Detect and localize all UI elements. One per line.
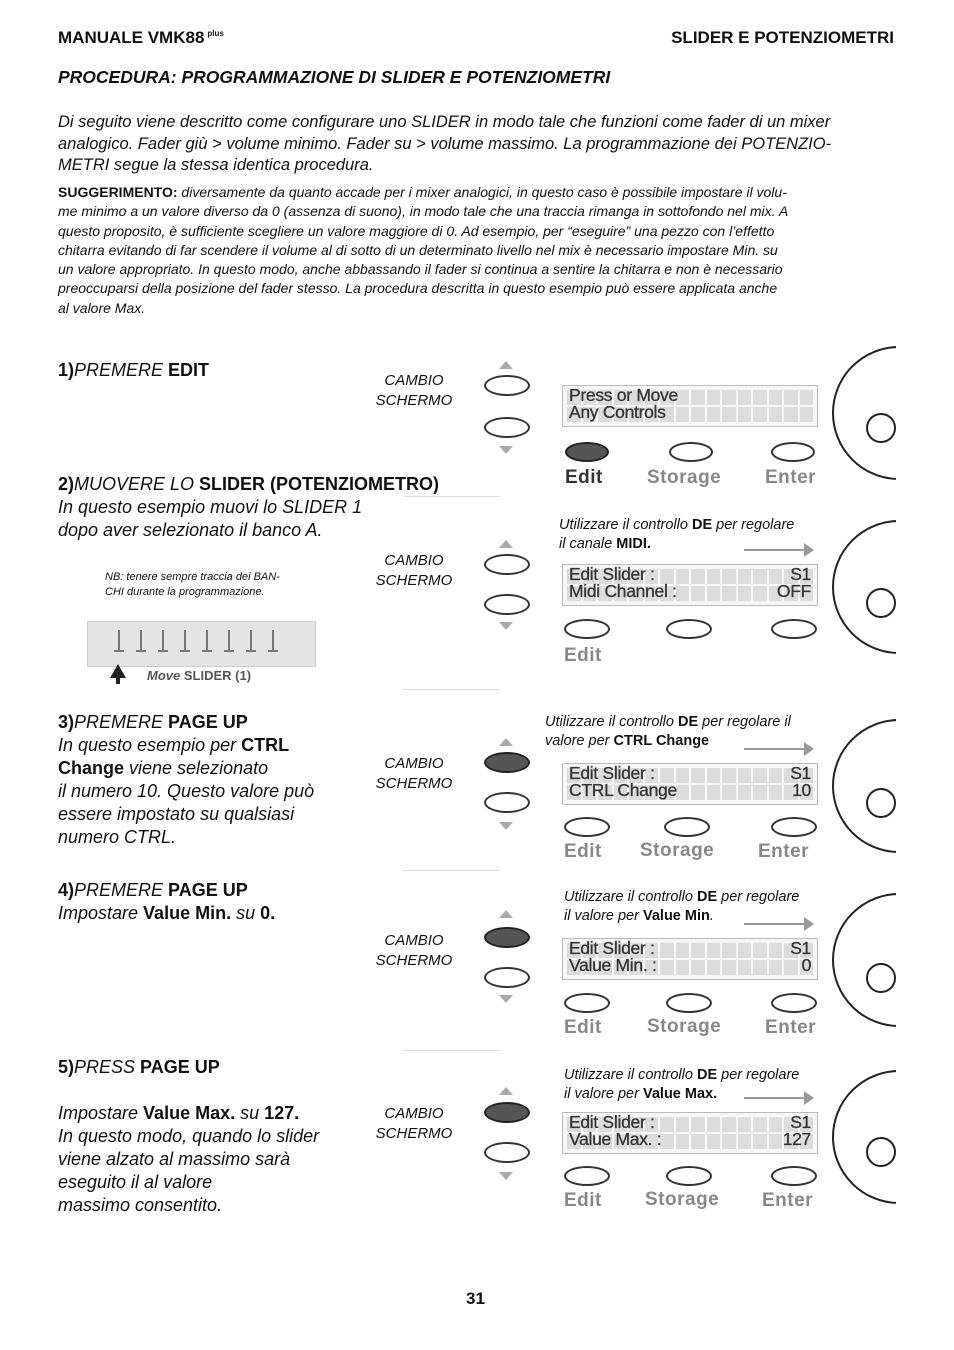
tip-text: diversamente da quanto accade per i mixer analogici, in questo caso è possibile impostare il volu- <box>177 184 787 200</box>
note-bold: DE <box>696 1067 718 1083</box>
cambio-schermo-label <box>369 754 459 793</box>
tip-label: SUGGERIMENTO: <box>58 184 178 200</box>
edit-label: Edit <box>565 467 603 488</box>
instruction-note <box>545 713 791 751</box>
tip-line: me minimo a un valore diverso da 0 (assenza di suono), in modo tale che una traccia rimanga in sottofondo nel mix. A <box>58 203 789 220</box>
page-up-button[interactable] <box>484 1102 530 1123</box>
right-arrow-icon <box>744 923 806 925</box>
note-text: il valore per <box>564 908 643 924</box>
nb-line: CHI durante la programmazione. <box>105 586 265 598</box>
note-bold: DE <box>691 517 713 533</box>
fader <box>272 630 274 652</box>
step-verb: PREMERE <box>74 360 169 380</box>
cambio-schermo-label <box>369 1104 459 1143</box>
enter-label: Enter <box>758 841 810 862</box>
lcd-value: 0 <box>801 955 811 975</box>
note-text: Utilizzare il controllo <box>559 517 692 533</box>
step-number: 4) <box>58 880 75 900</box>
page-down-button[interactable] <box>484 594 530 615</box>
lcd-text: Midi Channel : <box>569 581 677 601</box>
note-text: per regolare <box>717 889 800 905</box>
lcd-display-2 <box>562 564 818 606</box>
page-up-arrow-icon <box>499 361 513 369</box>
edit-label: Edit <box>564 645 602 666</box>
note-text: per regolare il <box>698 714 791 730</box>
enter-button[interactable] <box>771 817 817 837</box>
move-word: Move <box>147 668 181 683</box>
lcd-value: S1 <box>790 938 811 958</box>
edit-label: Edit <box>564 841 602 862</box>
page-down-button[interactable] <box>484 967 530 988</box>
step-target: PAGE UP <box>168 712 248 732</box>
manual-title <box>58 28 224 48</box>
tip-line <box>58 183 898 202</box>
enter-label: Enter <box>762 1190 814 1211</box>
fader <box>228 630 230 652</box>
lcd-text: Edit Slider : <box>569 938 655 958</box>
step-verb: PREMERE <box>74 880 169 900</box>
note-text: il valore per <box>564 1086 643 1102</box>
step-verb: PREMERE <box>74 712 169 732</box>
page-down-button[interactable] <box>484 792 530 813</box>
storage-label: Storage <box>647 467 722 488</box>
instruction-note <box>564 888 799 926</box>
note-bold: CTRL Change <box>613 733 710 749</box>
note-text: per regolare <box>717 1067 800 1083</box>
storage-button[interactable] <box>666 1166 712 1186</box>
lcd-text: Value Max. : <box>569 1129 662 1149</box>
page-margin <box>896 330 954 1230</box>
note-bold: DE <box>696 889 718 905</box>
lcd-value: S1 <box>790 763 811 783</box>
tip-line: questo proposito, è sufficiente scegliere un valore maggiore di 0. Ad esempio, per “eseguire” una pezzo con l’effetto <box>58 222 775 239</box>
cambio-line: CAMBIO <box>384 755 444 772</box>
cambio-line: CAMBIO <box>384 372 444 389</box>
step-description: In questo modo, quando lo slider <box>58 1126 320 1146</box>
cambio-schermo-label <box>369 931 459 970</box>
note-text: Utilizzare il controllo <box>564 889 697 905</box>
cambio-line: SCHERMO <box>375 951 453 969</box>
storage-button[interactable] <box>664 817 710 837</box>
procedure-title: PROCEDURA: PROGRAMMAZIONE DI SLIDER E POTENZIOMETRI <box>58 67 611 87</box>
cambio-schermo-label <box>369 551 459 590</box>
edit-label: Edit <box>564 1017 602 1038</box>
cambio-schermo-label <box>369 371 459 410</box>
tip-line: un valore appropriato. In questo modo, anche abbassando il fader si continua a sentire la chitarra e non è necessario <box>58 261 783 278</box>
step-description: su <box>235 1103 265 1123</box>
page-down-arrow-icon <box>499 995 513 1003</box>
lcd-text: Edit Slider : <box>569 1112 655 1132</box>
step-4 <box>58 879 275 925</box>
step-description: su <box>231 903 261 923</box>
step-description: viene selezionato <box>124 758 269 778</box>
step-bold: Change <box>58 758 125 778</box>
cambio-line: SCHERMO <box>375 774 453 792</box>
divider <box>403 1050 500 1051</box>
page-up-button[interactable] <box>484 752 530 773</box>
page-up-arrow-icon <box>499 1087 513 1095</box>
nb-line: NB: tenere sempre traccia dei BAN- <box>105 571 280 583</box>
arrow-stem <box>116 676 120 684</box>
step-bold: Value Min. <box>143 903 232 923</box>
fader <box>206 630 208 652</box>
page-up-arrow-icon <box>499 910 513 918</box>
step-description: massimo consentito. <box>58 1195 223 1215</box>
move-slider-caption <box>147 668 251 683</box>
step-5 <box>58 1056 319 1217</box>
slider-number: (1) <box>235 668 252 683</box>
step-description: eseguito il al valore <box>58 1172 213 1192</box>
nb-note <box>105 570 320 600</box>
note-bold: Value Min <box>642 908 710 924</box>
page-up-button[interactable] <box>484 927 530 948</box>
right-arrow-icon <box>744 549 806 551</box>
step-description: In questo esempio per <box>58 735 242 755</box>
manual-title-sup: plus <box>207 29 224 39</box>
step-target: EDIT <box>168 360 210 380</box>
tip-line: chitarra evitando di far scendere il volume al di sotto di un determinato livello nel mix è necessario impostare Min. su <box>58 241 778 258</box>
enter-label: Enter <box>765 1017 817 1038</box>
step-bold: CTRL <box>241 735 290 755</box>
storage-label: Storage <box>640 840 715 861</box>
knob-indicator-icon <box>866 1137 896 1167</box>
step-number: 3) <box>58 712 75 732</box>
enter-button[interactable] <box>771 619 817 639</box>
note-text: valore per <box>545 733 614 749</box>
divider <box>403 870 500 871</box>
step-1 <box>58 359 209 382</box>
knob-indicator-icon <box>866 588 896 618</box>
step-target: PAGE UP <box>140 1057 220 1077</box>
step-bold: 0. <box>260 903 276 923</box>
note-text: il canale <box>559 536 617 552</box>
fader <box>184 630 186 652</box>
edit-button[interactable] <box>564 1166 610 1186</box>
note-bold: DE <box>677 714 699 730</box>
cambio-line: SCHERMO <box>375 1124 453 1142</box>
cambio-line: SCHERMO <box>375 571 453 589</box>
fader <box>162 630 164 652</box>
note-text: per regolare <box>712 517 795 533</box>
page-down-button[interactable] <box>484 417 530 438</box>
knob-indicator-icon <box>866 963 896 993</box>
step-number: 1) <box>58 360 75 380</box>
edit-label: Edit <box>564 1190 602 1211</box>
lcd-display-5 <box>562 1112 818 1154</box>
right-arrow-icon <box>744 1097 806 1099</box>
storage-button[interactable] <box>666 619 712 639</box>
storage-button[interactable] <box>669 442 713 462</box>
step-description: numero CTRL. <box>58 827 177 847</box>
lcd-text: Value Min. : <box>569 955 657 975</box>
edit-button[interactable] <box>564 817 610 837</box>
slider-word: SLIDER <box>183 668 232 683</box>
tip-paragraph <box>58 183 898 318</box>
lcd-display-1 <box>562 385 818 427</box>
step-number: 2) <box>58 474 75 494</box>
tip-line: al valore Max. <box>58 299 146 316</box>
step-bold: Value Max. <box>143 1103 236 1123</box>
step-description: Impostare <box>58 903 144 923</box>
right-arrow-icon <box>744 748 806 750</box>
page-up-button[interactable] <box>484 375 530 396</box>
knob-indicator-icon <box>866 413 896 443</box>
page-down-arrow-icon <box>499 822 513 830</box>
step-description: dopo aver selezionato il banco A. <box>58 520 323 540</box>
fader <box>250 630 252 652</box>
fader <box>118 630 120 652</box>
lcd-display-3 <box>562 763 818 805</box>
note-text: Utilizzare il controllo <box>545 714 678 730</box>
fader <box>140 630 142 652</box>
lcd-value: 127 <box>782 1129 811 1149</box>
step-verb: PRESS <box>74 1057 141 1077</box>
intro-line: Di seguito viene descritto come configurare uno SLIDER in modo tale che funzioni come fader di un mixer <box>58 113 831 131</box>
step-target: SLIDER (POTENZIOMETRO) <box>199 474 440 494</box>
page-up-button[interactable] <box>484 554 530 575</box>
note-bold: Value Max. <box>642 1086 718 1102</box>
lcd-text: Any Controls <box>569 402 666 422</box>
lcd-text: Edit Slider : <box>569 564 655 584</box>
step-bold: 127. <box>264 1103 300 1123</box>
page-down-button[interactable] <box>484 1142 530 1163</box>
step-description: il numero 10. Questo valore può <box>58 781 315 801</box>
edit-button[interactable] <box>564 993 610 1013</box>
section-title: SLIDER E POTENZIOMETRI <box>671 28 894 47</box>
note-bold: MIDI. <box>616 536 651 552</box>
enter-button[interactable] <box>771 442 815 462</box>
step-description: viene alzato al massimo sarà <box>58 1149 291 1169</box>
enter-label: Enter <box>765 467 817 488</box>
page-up-arrow-icon <box>499 540 513 548</box>
page-number: 31 <box>466 1289 485 1308</box>
page-down-arrow-icon <box>499 1172 513 1180</box>
lcd-text: Press or Move <box>569 385 678 405</box>
enter-button[interactable] <box>771 1166 817 1186</box>
cambio-line: SCHERMO <box>375 391 453 409</box>
page-down-arrow-icon <box>499 446 513 454</box>
enter-button[interactable] <box>771 993 817 1013</box>
lcd-value: S1 <box>790 564 811 584</box>
lcd-value: 10 <box>792 780 811 800</box>
intro-paragraph <box>58 112 898 177</box>
storage-label: Storage <box>645 1189 720 1210</box>
note-text: . <box>709 908 714 924</box>
edit-button[interactable] <box>565 442 609 462</box>
storage-label: Storage <box>647 1016 722 1037</box>
lcd-display-4 <box>562 938 818 980</box>
tip-line: preoccuparsi della posizione del fader stesso. La procedura descritta in questo esempio può essere applicata anche <box>58 280 778 297</box>
lcd-text: Edit Slider : <box>569 763 655 783</box>
cambio-line: CAMBIO <box>384 932 444 949</box>
manual-title-text: MANUALE VMK88 <box>58 28 205 47</box>
edit-button[interactable] <box>564 619 610 639</box>
lcd-value: S1 <box>790 1112 811 1132</box>
step-description: Impostare <box>58 1103 144 1123</box>
intro-line: METRI segue la stessa identica procedura. <box>58 156 374 174</box>
lcd-value: OFF <box>776 581 811 601</box>
knob-indicator-icon <box>866 788 896 818</box>
step-number: 5) <box>58 1057 75 1077</box>
page-up-arrow-icon <box>499 738 513 746</box>
step-verb: MUOVERE LO <box>74 474 200 494</box>
step-description: In questo esempio muovi lo SLIDER 1 <box>58 497 363 517</box>
step-2 <box>58 473 439 542</box>
slider-panel-image <box>87 621 316 667</box>
intro-line: analogico. Fader giù > volume minimo. Fader su > volume massimo. La programmazione dei POTENZIO- <box>58 134 832 153</box>
step-3 <box>58 711 314 849</box>
cambio-line: CAMBIO <box>384 1105 444 1122</box>
storage-button[interactable] <box>666 993 712 1013</box>
note-text: Utilizzare il controllo <box>564 1067 697 1083</box>
cambio-line: CAMBIO <box>384 552 444 569</box>
divider <box>403 689 500 690</box>
step-description: essere impostato su qualsiasi <box>58 804 295 824</box>
step-target: PAGE UP <box>168 880 248 900</box>
lcd-text: CTRL Change <box>569 780 677 800</box>
page-down-arrow-icon <box>499 622 513 630</box>
